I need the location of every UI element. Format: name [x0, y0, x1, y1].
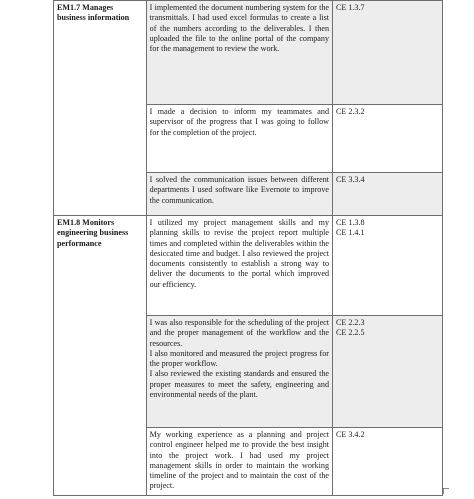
- career-episode-ref: CE 2.2.3: [336, 318, 365, 327]
- reference-cell: [333, 173, 443, 216]
- table-row: [54, 1, 443, 105]
- reference-cell: [333, 216, 443, 316]
- reference-cell: [333, 105, 443, 173]
- reference-cell: [333, 316, 443, 428]
- career-episode-ref: CE 2.3.2: [336, 107, 365, 116]
- page-corner-mark: [443, 488, 449, 494]
- career-episode-ref: CE 1.3.7: [336, 3, 365, 12]
- evidence-paragraph: I made a decision to inform my teammates and supervisor of the progress that I was going to follow for the completion of the project.: [149, 107, 329, 137]
- evidence-paragraph: I also monitored and measured the project progress for the proper workflow.: [149, 348, 329, 369]
- evidence-paragraph: My working experience as a planning and project control engineer helped me to provide the best insight into the project work. I had used my project management skills in order to maintain the working timeline of the project and to maintain the cost of the project.: [149, 430, 329, 491]
- career-episode-ref: CE 1.3.8: [336, 218, 365, 227]
- reference-cell: [333, 1, 443, 105]
- competency-heading: [54, 216, 147, 496]
- evidence-paragraph: I utilized my project management skills and my planning skills to revise the project report multiple times and completed within the deliverables within the desiccated time and budget. I also reviewed the project documents consistently to establish a strong way to deliver the documents to the portal which improved our efficiency.: [149, 218, 329, 289]
- evidence-paragraph: I implemented the document numbering system for the transmittals. I had used excel formulas to create a list of the numbers according to the deliverables. I then uploaded the file to the online portal of the company for the management to review the work.: [149, 3, 329, 54]
- evidence-text-cell: [146, 216, 332, 316]
- evidence-paragraph: I was also responsible for the scheduling of the project and the proper management of the workflow and the resources.: [149, 318, 329, 348]
- table-row: [54, 216, 443, 316]
- evidence-text-cell: [146, 428, 332, 496]
- career-episode-ref: CE 1.4.1: [336, 228, 365, 238]
- evidence-text-cell: [146, 105, 332, 173]
- competency-heading-text: EM1.8 Monitors engineering business performance: [57, 218, 129, 248]
- competency-heading-text: EM1.7 Manages business information: [57, 3, 130, 23]
- career-episode-ref: CE 3.3.4: [336, 175, 365, 184]
- evidence-text-cell: [146, 173, 332, 216]
- evidence-text-cell: [146, 316, 332, 428]
- career-episode-ref: CE 3.4.2: [336, 430, 365, 439]
- reference-cell: [333, 428, 443, 496]
- evidence-text-cell: [146, 1, 332, 105]
- career-episode-ref: CE 2.2.5: [336, 328, 365, 338]
- evidence-paragraph: I also reviewed the existing standards and ensured the proper measures to meet the safety, engineering and environmental needs of the plant.: [149, 369, 329, 400]
- evidence-paragraph: I solved the communication issues between different departments I used software like Evernote to improve the communication.: [149, 175, 329, 205]
- competency-table: [53, 0, 443, 496]
- competency-heading: [54, 1, 147, 216]
